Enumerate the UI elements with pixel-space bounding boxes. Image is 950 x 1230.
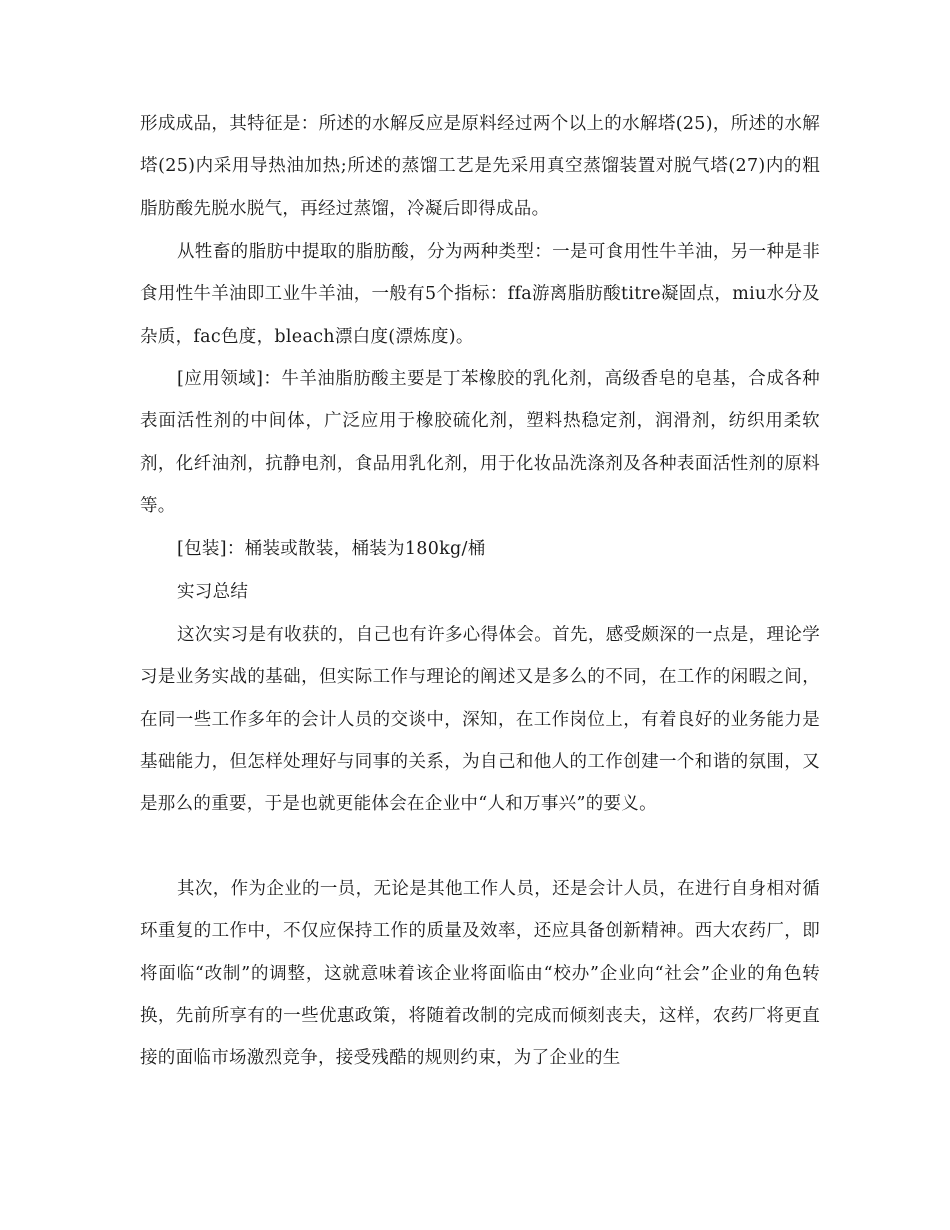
section-heading-internship-summary: 实习总结: [177, 582, 249, 602]
paragraph-fatty-acid-types: 从牲畜的脂肪中提取的脂肪酸，分为两种类型：一是可食用性牛羊油，另一种是非食用性牛羊油即工业牛羊油，一般有5个指标：ffa游离脂肪酸titre凝固点，miu水分及杂质，fac色度，bleach漂白度(漂炼度)。: [140, 242, 820, 347]
paragraph-claim-continuation: 形成成品，其特征是：所述的水解反应是原料经过两个以上的水解塔(25)，所述的水解塔(25)内采用导热油加热;所述的蒸馏工艺是先采用真空蒸馏装置对脱气塔(27)内的粗脂肪酸先脱水脱气，再经过蒸馏，冷凝后即得成品。: [140, 114, 820, 219]
paragraph-summary-first: 这次实习是有收获的，自己也有许多心得体会。首先，感受颇深的一点是，理论学习是业务实战的基础，但实际工作与理论的阐述又是多么的不同，在工作的闲暇之间，在同一些工作多年的会计人员的交谈中，深知，在工作岗位上，有着良好的业务能力是基础能力，但怎样处理好与同事的关系，为自己和他人的工作创建一个和谐的氛围，又是那么的重要，于是也就更能体会在企业中“人和万事兴”的要义。: [140, 625, 820, 815]
paragraph-summary-second: 其次，作为企业的一员，无论是其他工作人员，还是会计人员，在进行自身相对循环重复的工作中，不仅应保持工作的质量及效率，还应具备创新精神。西大农药厂，即将面临“改制”的调整，这就意味着该企业将面临由“校办”企业向“社会”企业的角色转换，先前所享有的一些优惠政策，将随着改制的完成而倾刻丧夫，这样，农药厂将更直接的面临市场激烈竞争，接受残酷的规则约束，为了企业的生: [140, 879, 820, 1069]
paragraph-packaging: [包装]：桶装或散装，桶装为180kg/桶: [177, 539, 486, 559]
paragraph-application-field: [应用领域]：牛羊油脂肪酸主要是丁苯橡胶的乳化剂，高级香皂的皂基，合成各种表面活性剂的中间体，广泛应用于橡胶硫化剂，塑料热稳定剂，润滑剂，纺织用柔软剂，化纤油剂，抗静电剂，食品用乳化剂，用于化妆品洗涤剂及各种表面活性剂的原料等。: [140, 369, 820, 516]
